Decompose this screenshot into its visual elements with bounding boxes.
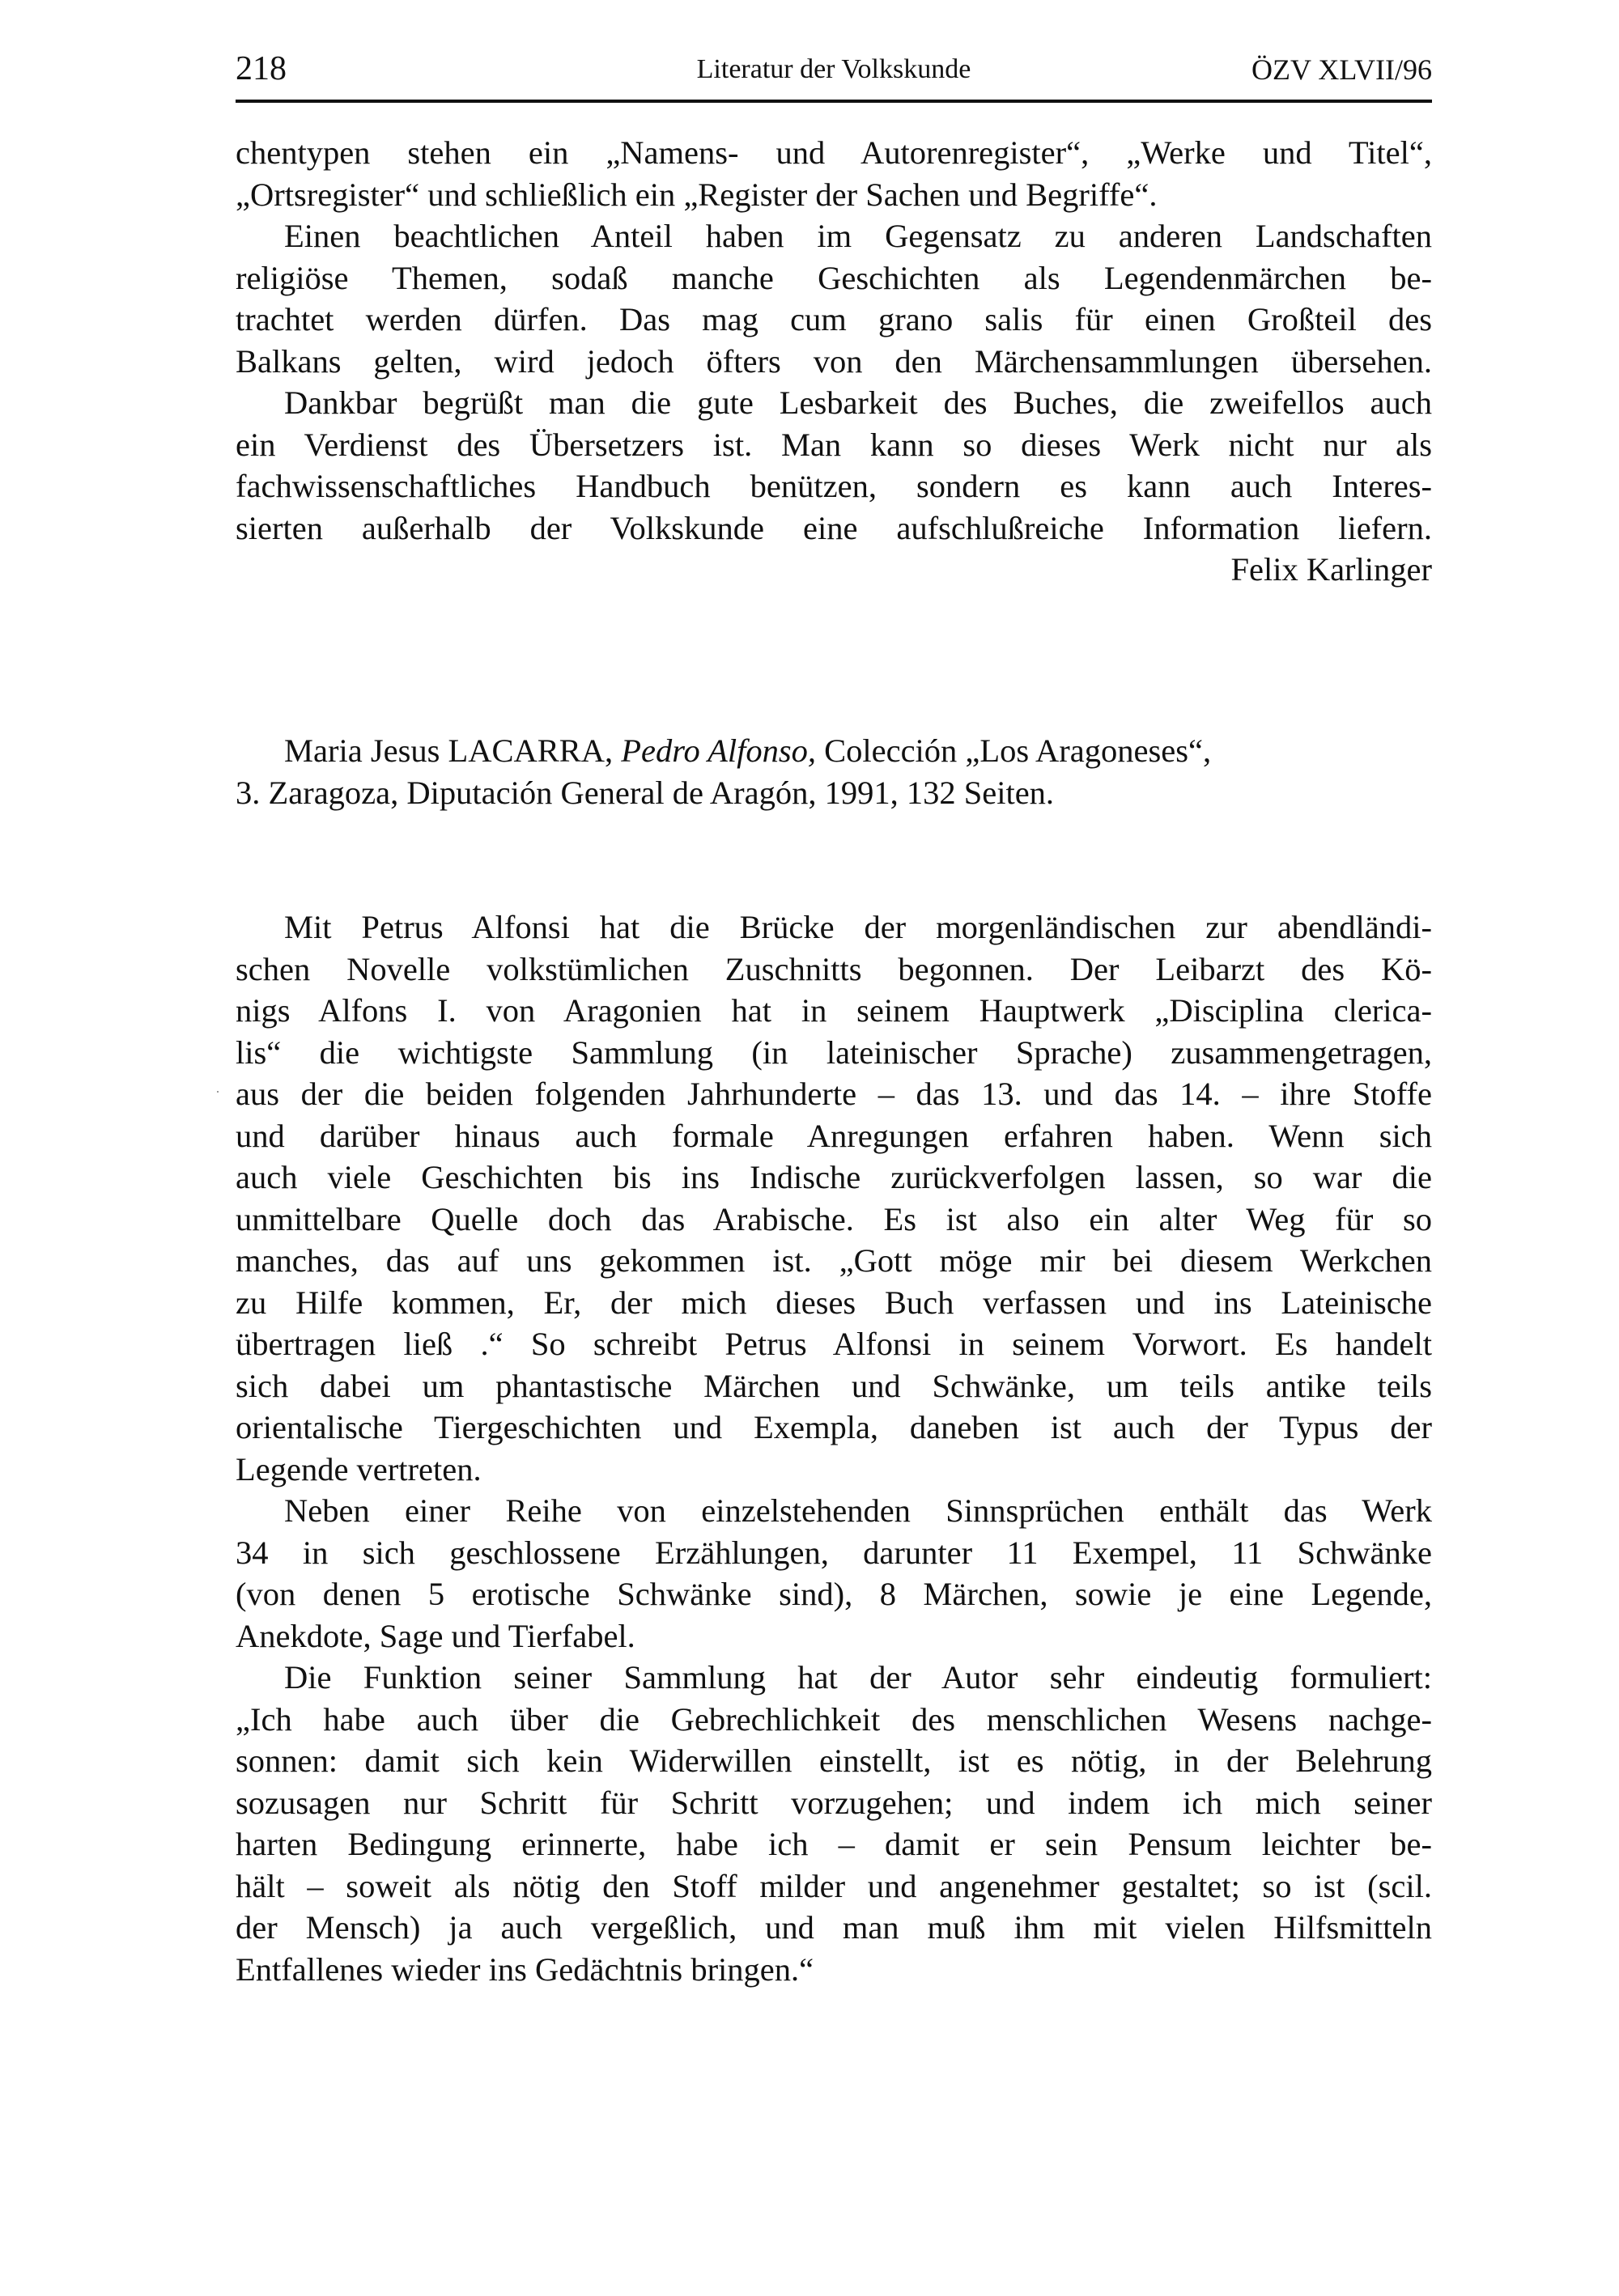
review-karlinger-text (236, 132, 1432, 591)
text-line: ein Verdienst des Übersetzers ist. Man kann so dieses Werk nicht nur als (236, 426, 1432, 463)
citation-series: Colección „Los Aragoneses“, (815, 732, 1212, 769)
journal-volume: ÖZV XLVII/96 (1251, 53, 1432, 86)
text-line: nigs Alfons I. von Aragonien hat in seinem Hauptwerk „Disciplina clerica- (236, 992, 1432, 1029)
text-line: trachtet werden dürfen. Das mag cum grano salis für einen Großteil des (236, 301, 1432, 337)
text-line: fachwissenschaftliches Handbuch benützen, sondern es kann auch Interes- (236, 468, 1432, 504)
text-line: sich dabei um phantastische Märchen und Schwänke, um teils antike teils (236, 1367, 1432, 1404)
text-line: Die Funktion seiner Sammlung hat der Autor sehr eindeutig formuliert: (284, 1659, 1432, 1695)
scan-speck (217, 1091, 219, 1093)
text-line: harten Bedingung erinnerte, habe ich – damit er sein Pensum leichter be- (236, 1826, 1432, 1862)
text-line: Neben einer Reihe von einzelstehenden Sinnsprüchen enthält das Werk (284, 1492, 1432, 1529)
review-lacarra-text (236, 906, 1432, 1990)
text-line: Entfallenes wieder ins Gedächtnis bringen.“ (236, 1950, 814, 1988)
text-line: Mit Petrus Alfonsi hat die Brücke der morgenländischen zur abendländi- (284, 909, 1432, 945)
text-line: sozusagen nur Schritt für Schritt vorzugehen; und indem ich mich seiner (236, 1784, 1432, 1821)
text-line: aus der die beiden folgenden Jahrhunderte – das 13. und das 14. – ihre Stoffe (236, 1076, 1432, 1112)
text-line: unmittelbare Quelle doch das Arabische. Es ist also ein alter Weg für so (236, 1200, 1432, 1237)
citation-line-1 (236, 730, 1432, 772)
text-line: und darüber hinaus auch formale Anregungen erfahren haben. Wenn sich (236, 1117, 1432, 1154)
text-line: orientalische Tiergeschichten und Exempla, daneben ist auch der Typus der (236, 1409, 1432, 1445)
text-line: Legende vertreten. (236, 1450, 482, 1488)
reviewer-signature: Felix Karlinger (1230, 551, 1432, 588)
text-line: übertragen ließ .“ So schreibt Petrus Alfonsi in seinem Vorwort. Es handelt (236, 1326, 1432, 1362)
text-line: Einen beachtlichen Anteil haben im Gegensatz zu anderen Landschaften (284, 218, 1432, 254)
text-line: lis“ die wichtigste Sammlung (in lateinischer Sprache) zusammengetragen, (236, 1033, 1432, 1071)
text-line: schen Novelle volkstümlichen Zuschnitts begonnen. Der Leibarzt des Kö- (236, 950, 1432, 987)
text-line: manches, das auf uns gekommen ist. „Gott möge mir bei diesem Werkchen (236, 1242, 1432, 1279)
text-line: Balkans gelten, wird jedoch öfters von den Märchensammlungen übersehen. (236, 342, 1432, 380)
citation-line-2: 3. Zaragoza, Diputación General de Aragón, 1991, 132 Seiten. (236, 774, 1055, 811)
text-line: religiöse Themen, sodaß manche Geschichten als Legendenmärchen be- (236, 259, 1432, 296)
citation-title: Pedro Alfonso, (621, 732, 816, 769)
text-line: zu Hilfe kommen, Er, der mich dieses Buch verfassen und ins Lateinische (236, 1284, 1432, 1321)
book-citation (236, 730, 1432, 813)
text-line: der Mensch) ja auch vergeßlich, und man muß ihm mit vielen Hilfsmitteln (236, 1909, 1432, 1946)
text-line: Dankbar begrüßt man die gute Lesbarkeit des Buches, die zweifellos auch (284, 384, 1432, 421)
text-line: sonnen: damit sich kein Widerwillen einstellt, ist es nötig, in der Belehrung (236, 1742, 1432, 1779)
text-line: sierten außerhalb der Volkskunde eine aufschlußreiche Information liefern. (236, 509, 1432, 546)
text-line: auch viele Geschichten bis ins Indische zurückverfolgen lassen, so war die (236, 1159, 1432, 1195)
running-header (236, 45, 1432, 93)
header-rule (236, 100, 1432, 103)
text-line: hält – soweit als nötig den Stoff milder und angenehmer gestaltet; so ist (scil. (236, 1867, 1432, 1904)
text-line: „Ortsregister“ und schließlich ein „Register der Sachen und Begriffe“. (236, 176, 1158, 213)
running-title: Literatur der Volkskunde (696, 54, 971, 84)
text-line: Anekdote, Sage und Tierfabel. (236, 1617, 635, 1654)
text-line: „Ich habe auch über die Gebrechlichkeit des menschlichen Wesens nachge- (236, 1700, 1432, 1738)
citation-author: Maria Jesus LACARRA, (284, 732, 622, 769)
page-number: 218 (236, 50, 287, 87)
text-line: 34 in sich geschlossene Erzählungen, darunter 11 Exempel, 11 Schwänke (236, 1534, 1432, 1571)
text-line: chentypen stehen ein „Namens- und Autorenregister“, „Werke und Titel“, (236, 134, 1432, 171)
text-line: (von denen 5 erotische Schwänke sind), 8 Märchen, sowie je eine Legende, (236, 1576, 1432, 1612)
